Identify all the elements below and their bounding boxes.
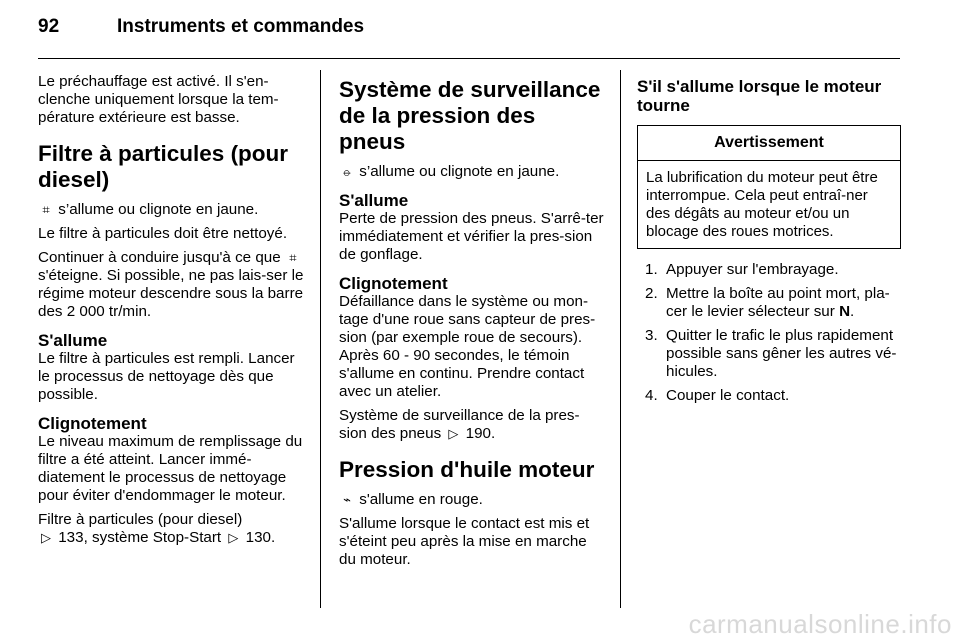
page-ref-arrow-icon: ▷ [228,530,239,545]
tpms-on-text: Perte de pression des pneus. S'arrê-ter immédiatement et vérifier la pres-sion de gonflage. [339,210,604,263]
column-1 [38,73,306,553]
column-divider-2 [620,70,621,608]
column-divider-1 [320,70,321,608]
preheat-text: Le préchauffage est activé. Il s'en-clenche uniquement lorsque la tem-pérature extérieure est basse. [38,73,279,126]
filter-light-line: ⌗ s’allume ou clignote en jaune. [38,201,306,219]
particle-filter-icon: ⌗ [42,202,50,217]
filter-on-text: Le filtre à particules est rempli. Lancer le processus de nettoyage dès que possible. [38,350,295,403]
oil-can-icon: ⌁ [343,492,351,507]
tpms-blink-heading: Clignotement [339,274,448,293]
column-2 [339,73,607,575]
tire-pressure-icon: ⦵ [341,164,353,179]
filter-blink-text: Le niveau maximum de remplissage du filtre a été atteint. Lancer immé-diatement le processus de nettoyage pour éviter d'endommager le moteur. [38,433,303,504]
column-3 [637,73,901,411]
filter-heading: Filtre à particules (pour diesel) [38,141,289,192]
filter-on-heading: S'allume [38,331,108,350]
tpms-crossref: Système de surveillance de la pres-sion des pneus ▷ 190. [339,407,580,442]
filter-crossref: Filtre à particules (pour diesel) ▷ 133, système Stop-Start ▷ 130. [38,511,276,546]
filter-clean-text: Le filtre à particules doit être nettoyé. [38,225,288,242]
particle-filter-icon: ⌗ [289,250,297,265]
filter-blink-heading: Clignotement [38,414,147,433]
warning-title: Avertissement [638,126,900,161]
header-divider [38,58,900,59]
oil-text: S'allume lorsque le contact est mis et s'éteint peu après la mise en marche du moteur. [339,515,590,568]
tpms-on-heading: S'allume [339,191,409,210]
oil-pressure-heading: Pression d'huile moteur [339,457,595,482]
filter-continue-text: Continuer à conduire jusqu'à ce que ⌗ s'éteigne. Si possible, ne pas lais-ser le régime moteur descendre sous la barre des 2 000 tr/min. [38,249,304,320]
page-ref-arrow-icon: ▷ [41,530,51,545]
step-item: 1. Appuyer sur l'embrayage. [645,261,839,278]
steps-list [637,261,901,405]
page-header-title: Instruments et commandes [117,16,365,37]
page-number: 92 [38,16,60,37]
oil-light-line: ⌁ s'allume en rouge. [339,491,607,509]
watermark: carmanualsonline.info [688,609,952,639]
tpms-heading: Système de surveillance de la pression des pneus [339,77,601,154]
step-item: 4. Couper le contact. [645,387,790,404]
step-item: 3. Quitter le trafic le plus rapidement possible sans gêner les autres vé-hicules. [645,327,897,380]
warning-body: La lubrification du moteur peut être interrompue. Cela peut entraî-ner des dégâts au moteur et/ou un blocage des roues motrices. [646,169,878,240]
page-ref-arrow-icon: ▷ [448,426,459,441]
tpms-light-line: ⦵ s’allume ou clignote en jaune. [339,163,607,181]
warning-box [637,125,901,249]
running-heading: S'il s'allume lorsque le moteur tourne [637,77,882,115]
tpms-blink-text: Défaillance dans le système ou mon-tage d'une roue sans capteur de pres-sion (par exemple roue de secours). Après 60 - 90 secondes, le témoin s'allume en continu. Prendre contact avec un atelier. [339,293,596,400]
step-item: 2. Mettre la boîte au point mort, pla-cer le levier sélecteur sur N. [645,285,890,320]
